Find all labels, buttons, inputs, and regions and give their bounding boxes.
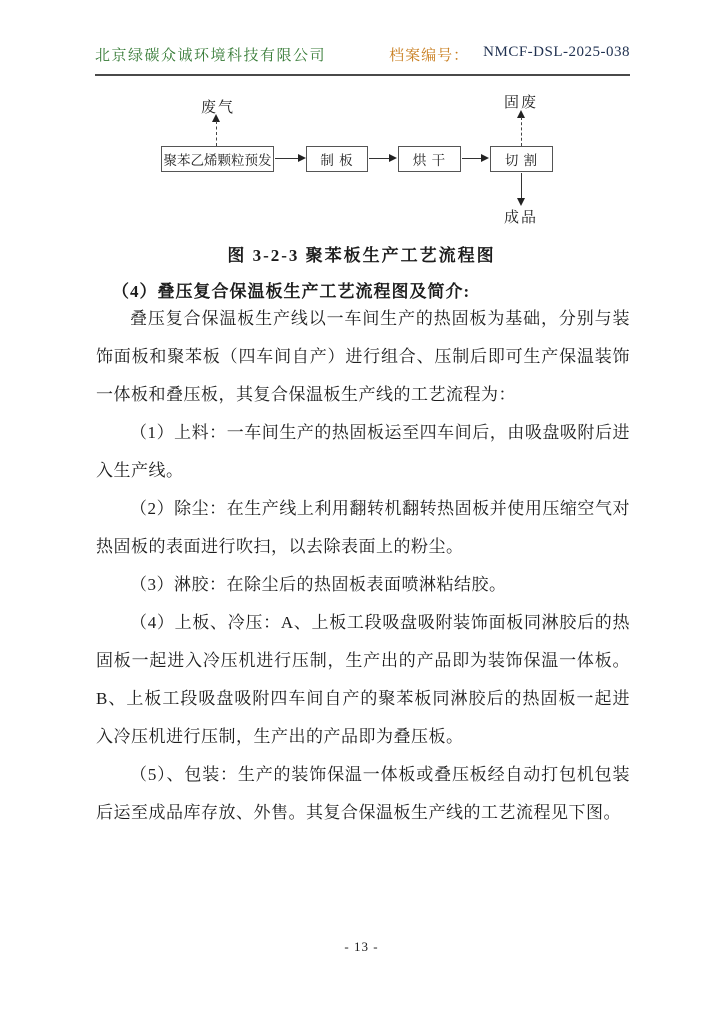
archive-number-label: 档案编号： — [389, 48, 470, 64]
flow-arrowhead-2-icon — [389, 154, 397, 162]
solid-waste-arrow-line — [521, 117, 522, 146]
waste-gas-arrow-line — [216, 121, 217, 146]
section-heading: （4）叠压复合保温板生产工艺流程图及简介: — [112, 282, 471, 301]
solid-waste-label: 固废 — [504, 95, 539, 111]
body-paragraph: （4）上板、冷压：A、上板工段吸盘吸附装饰面板同淋胶后的热固板一起进入冷压机进行压制，生产出的产品即为装饰保温一体板。B、上板工段吸盘吸附四车间自产的聚苯板同淋胶后的热固板一起进入冷压机进行压制，生产出的产品即为叠压板。 — [96, 613, 630, 746]
flow-arrowhead-3-icon — [481, 154, 489, 162]
page-number: - 13 - — [344, 939, 379, 954]
flow-arrow-line-1 — [275, 158, 299, 159]
flow-arrow-line-3 — [462, 158, 482, 159]
product-label: 成品 — [504, 210, 539, 226]
process-box-drying: 烘 干 — [398, 146, 461, 172]
body-paragraph: （5）、包装：生产的装饰保温一体板或叠压板经自动打包机包装后运至成品库存放、外售。其复合保温板生产线的工艺流程见下图。 — [96, 765, 630, 822]
process-flow-diagram — [95, 90, 630, 230]
body-text — [96, 300, 630, 832]
flow-arrowhead-1-icon — [298, 154, 306, 162]
body-paragraph: （1）上料：一车间生产的热固板运至四车间后，由吸盘吸附后进入生产线。 — [96, 423, 630, 480]
product-arrow-line — [521, 173, 522, 199]
process-box-pre-expansion: 聚苯乙烯颗粒预发 — [161, 146, 274, 172]
body-paragraph: （3）淋胶：在除尘后的热固板表面喷淋粘结胶。 — [130, 575, 507, 594]
process-box-cutting: 切 割 — [490, 146, 553, 172]
flow-arrow-line-2 — [369, 158, 390, 159]
figure-caption: 图 3-2-3 聚苯板生产工艺流程图 — [227, 246, 496, 265]
waste-gas-label: 废气 — [201, 100, 236, 116]
archive-number-value: NMCF-DSL-2025-038 — [483, 44, 630, 60]
page-header — [95, 44, 630, 76]
body-paragraph: （2）除尘：在生产线上利用翻转机翻转热固板并使用压缩空气对热固板的表面进行吹扫，以去除表面上的粉尘。 — [96, 499, 630, 556]
process-box-board-making: 制 板 — [306, 146, 368, 172]
body-paragraph: 叠压复合保温板生产线以一车间生产的热固板为基础，分别与装饰面板和聚苯板（四车间自产）进行组合、压制后即可生产保温装饰一体板和叠压板，其复合保温板生产线的工艺流程为： — [96, 309, 630, 404]
company-name: 北京绿碳众诚环境科技有限公司 — [95, 48, 327, 64]
archive-number-group — [389, 44, 630, 65]
product-arrowhead-icon — [517, 198, 525, 206]
